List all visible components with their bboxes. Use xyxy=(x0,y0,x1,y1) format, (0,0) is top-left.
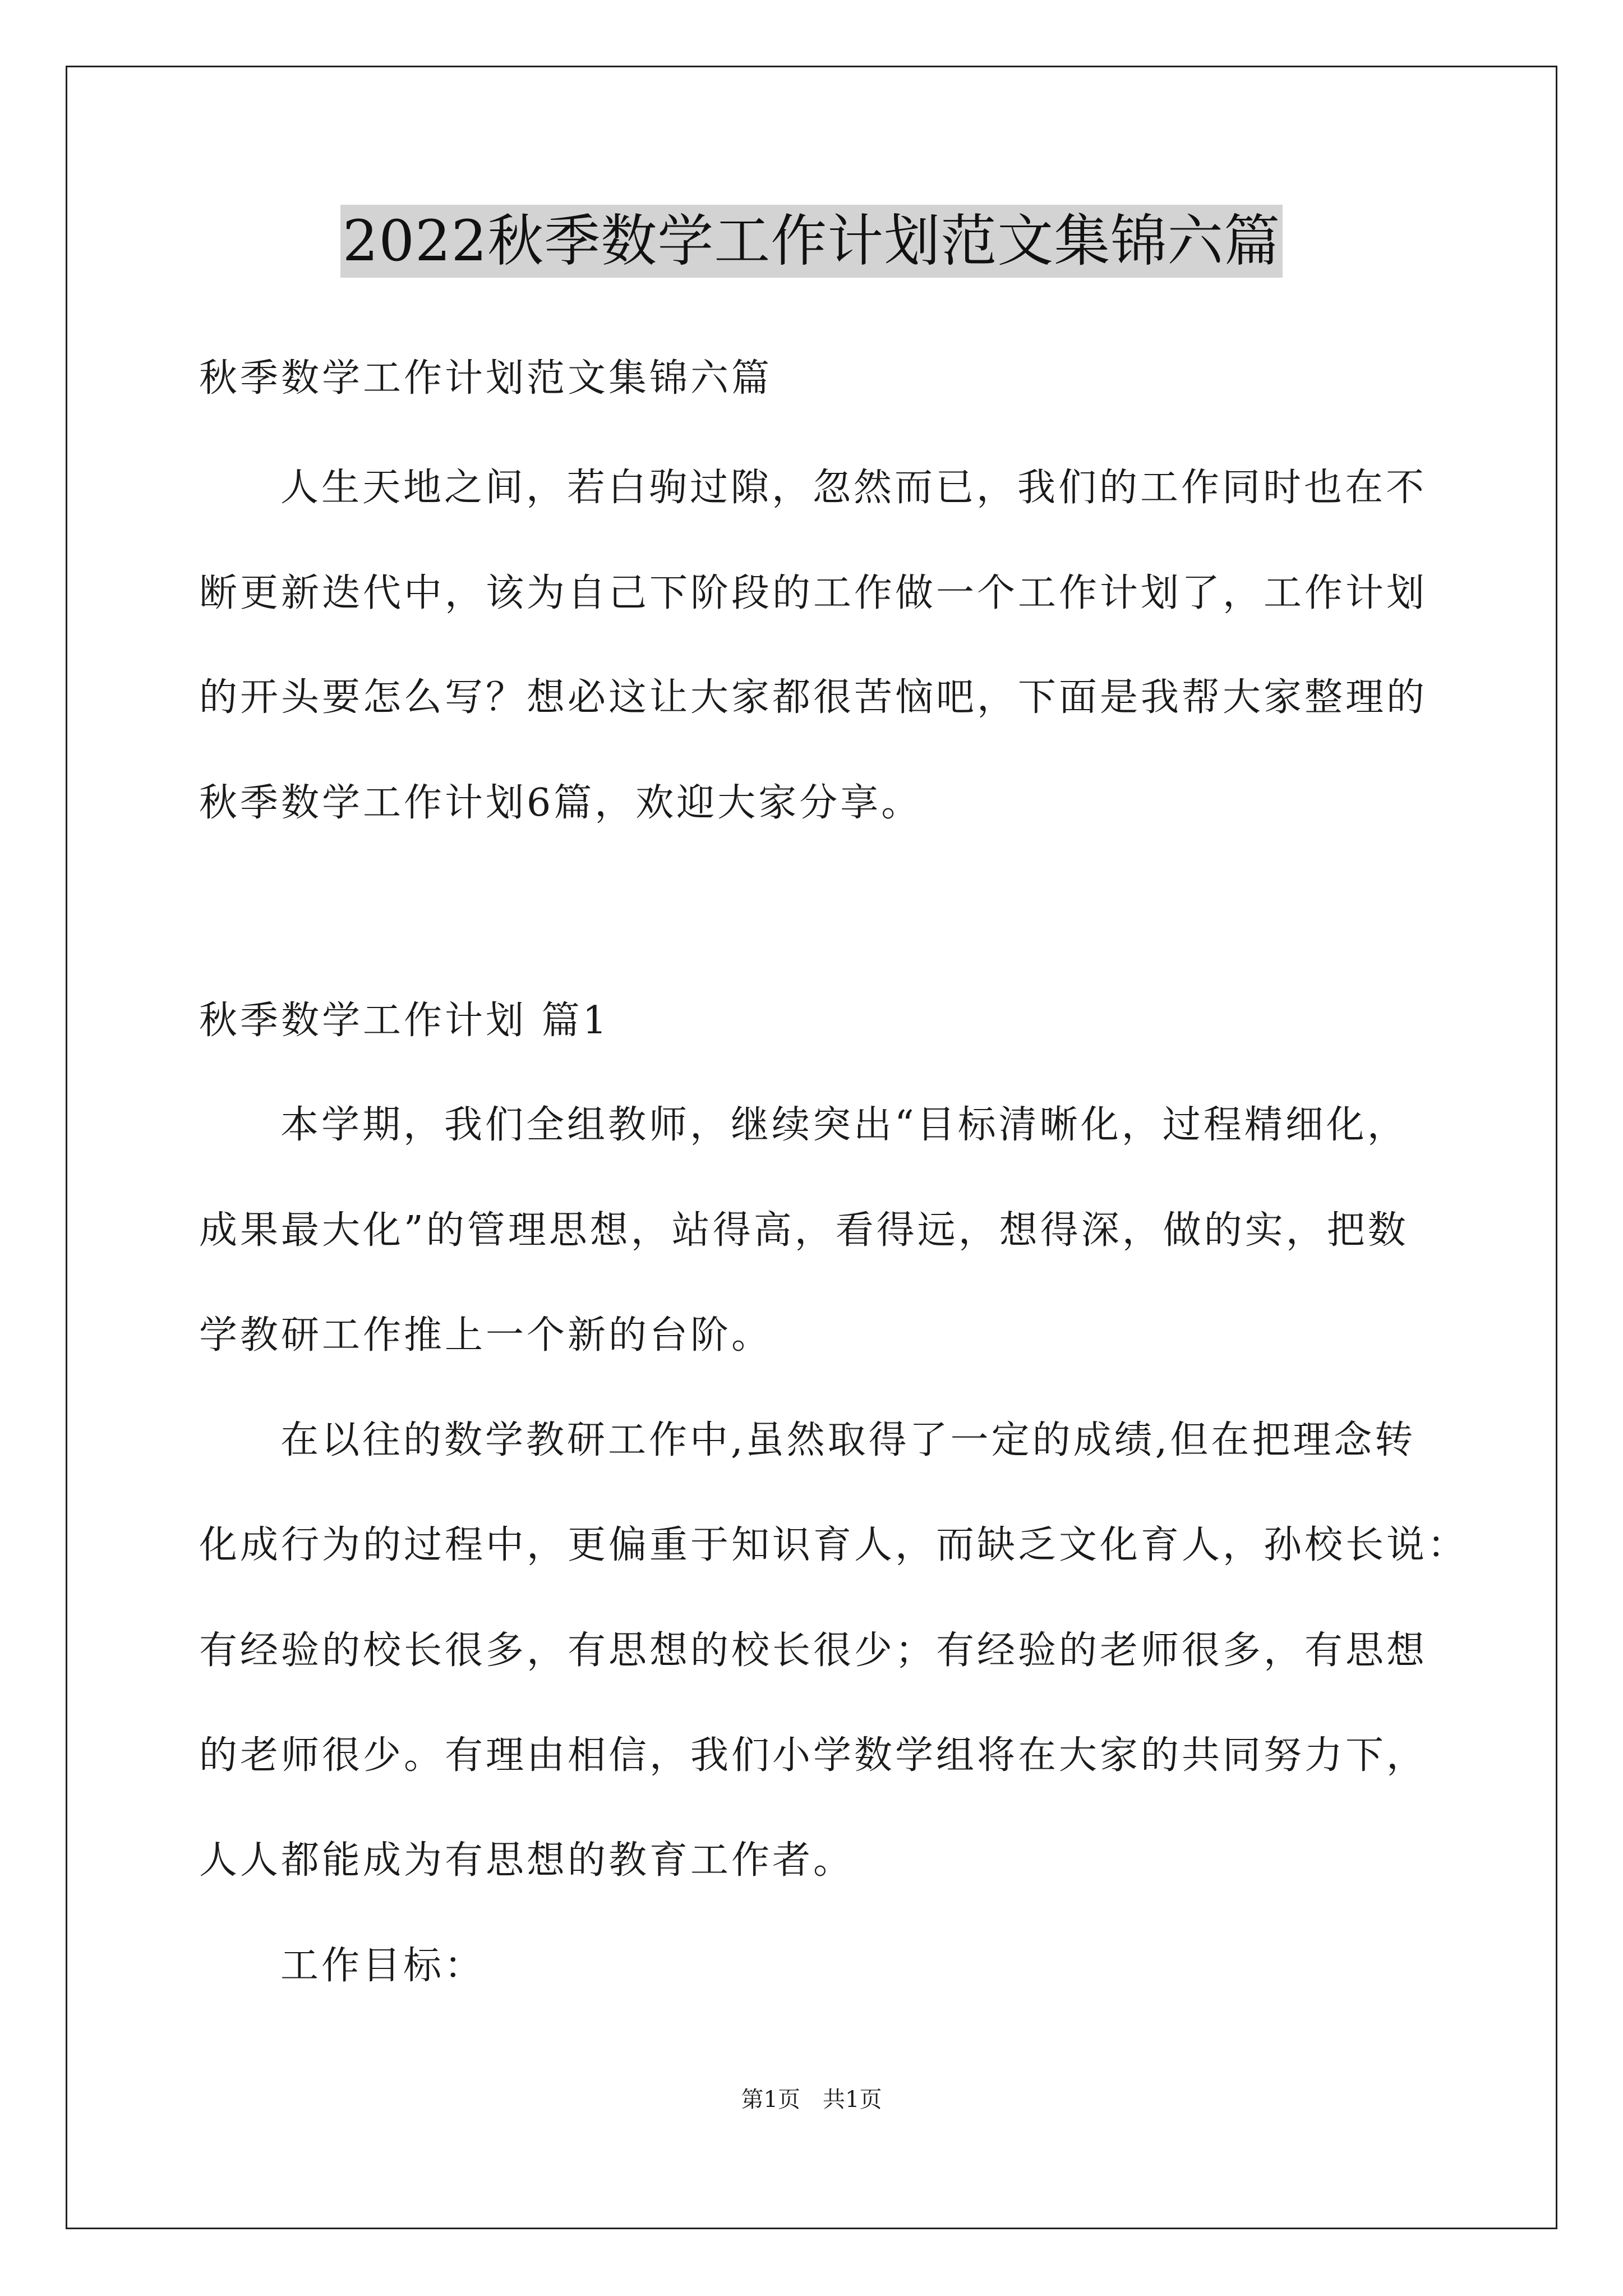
document-title: 2022秋季数学工作计划范文集锦六篇 xyxy=(340,205,1283,278)
section-heading: 秋季数学工作计划 篇1 xyxy=(199,999,610,1043)
title-container xyxy=(0,205,1623,278)
page-number-total: 共1页 xyxy=(823,2087,882,2113)
intro-line-2: 断更新迭代中，该为自己下阶段的工作做一个工作计划了，工作计划 xyxy=(199,571,1428,615)
paragraph2-line-1: 在以往的数学教研工作中,虽然取得了一定的成绩,但在把理念转 xyxy=(280,1418,1416,1462)
page-footer xyxy=(0,2086,1623,2114)
paragraph2-line-3: 有经验的校长很多，有思想的校长很少；有经验的老师很多，有思想 xyxy=(199,1628,1428,1673)
paragraph1-line-1: 本学期，我们全组教师，继续突出“目标清晰化，过程精细化， xyxy=(280,1103,1408,1147)
paragraph2-line-2: 化成行为的过程中，更偏重于知识育人，而缺乏文化育人，孙校长说： xyxy=(199,1523,1469,1567)
paragraph2-line-5: 人人都能成为有思想的教育工作者。 xyxy=(199,1838,855,1883)
paragraph2-line-4: 的老师很少。有理由相信，我们小学数学组将在大家的共同努力下， xyxy=(199,1733,1428,1778)
intro-line-1: 人生天地之间，若白驹过隙，忽然而已，我们的工作同时也在不 xyxy=(280,466,1427,510)
goal-label: 工作目标： xyxy=(280,1944,486,1988)
paragraph1-line-2: 成果最大化”的管理思想，站得高，看得远，想得深，做的实，把数 xyxy=(199,1208,1409,1253)
document-subtitle: 秋季数学工作计划范文集锦六篇 xyxy=(199,356,773,401)
intro-line-4: 秋季数学工作计划6篇，欢迎大家分享。 xyxy=(199,781,923,825)
paragraph1-line-3: 学教研工作推上一个新的台阶。 xyxy=(199,1313,773,1358)
page-number-current: 第1页 xyxy=(741,2087,800,2113)
intro-line-3: 的开头要怎么写？想必这让大家都很苦恼吧，下面是我帮大家整理的 xyxy=(199,675,1428,720)
